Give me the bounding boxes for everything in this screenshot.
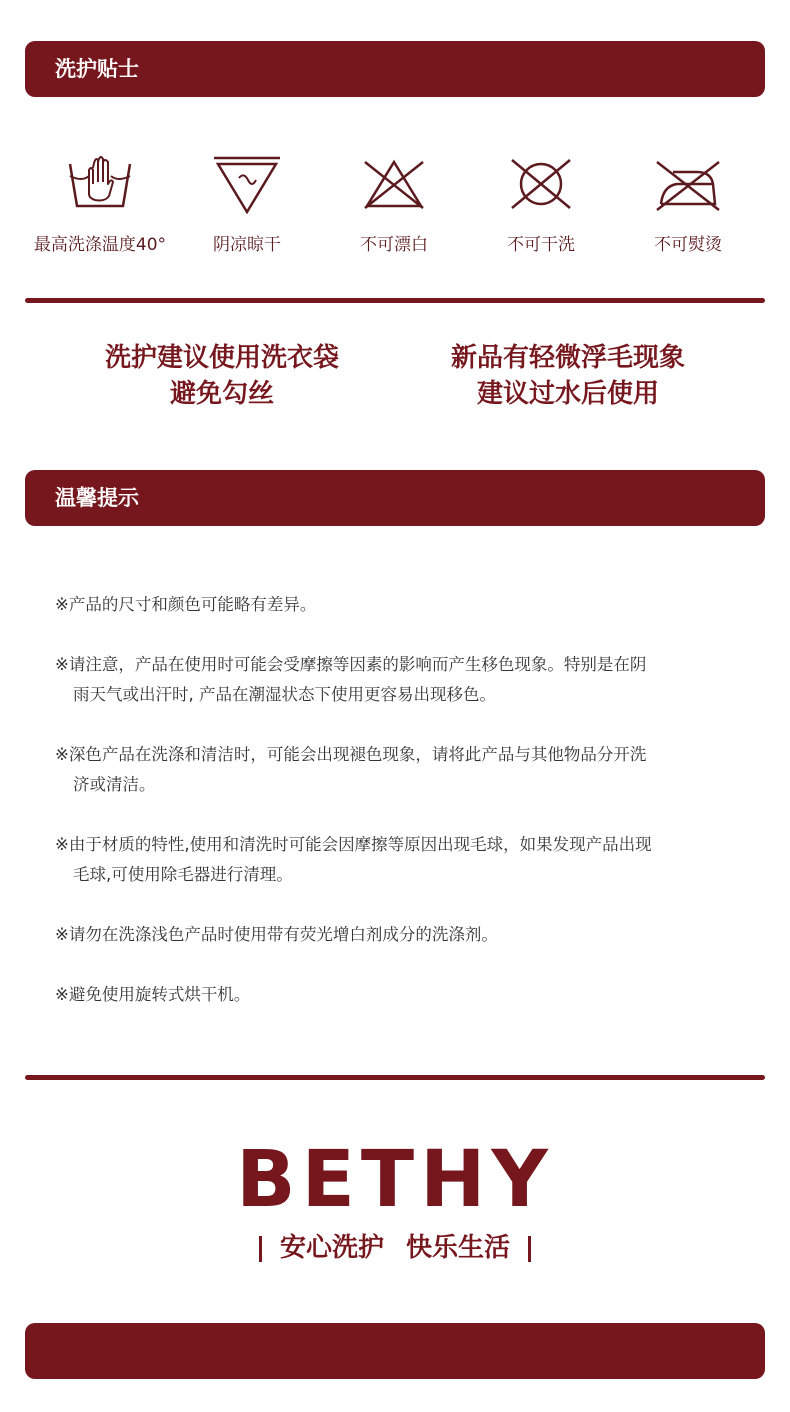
- tip-line: ※请勿在洗涤浅色产品时使用带有荧光增白剂成分的洗涤剂。: [55, 925, 498, 944]
- care-item-no-bleach: [319, 150, 469, 260]
- care-item-no-dry-clean: [466, 150, 616, 260]
- care-label: 不可熨烫: [654, 235, 722, 255]
- care-icon-row: [25, 150, 765, 260]
- no-bleach-icon: [359, 154, 429, 214]
- section-divider: [25, 298, 765, 303]
- slogan-divider: [528, 1236, 531, 1262]
- tip-line: ※深色产品在洗涤和清洁时，可能会出现褪色现象，请将此产品与其他物品分开洗: [55, 745, 647, 764]
- shade-dry-icon: [212, 154, 282, 214]
- care-tips-title: 洗护贴士: [55, 57, 139, 81]
- care-label: 不可干洗: [507, 235, 575, 255]
- tip-item: [55, 650, 745, 710]
- tip-line: ※由于材质的特性,使用和清洗时可能会因摩擦等原因出现毛球，如果发现产品出现: [55, 835, 652, 854]
- no-dry-clean-icon: [506, 154, 576, 214]
- care-item-shade-dry: [172, 150, 322, 260]
- advice-line: 洗护建议使用洗衣袋: [104, 343, 339, 373]
- advice-line: 避免勾丝: [169, 379, 274, 409]
- hand-wash-icon: [65, 154, 135, 214]
- tip-line: ※请注意，产品在使用时可能会受摩擦等因素的影响而产生移色现象。特别是在阴: [55, 655, 647, 674]
- no-iron-icon: [653, 154, 723, 214]
- care-label: 最高洗涤温度40°: [33, 235, 167, 255]
- tip-item: [55, 740, 745, 800]
- warm-tips-title: 温馨提示: [55, 486, 139, 510]
- tip-line-continued: 雨天气或出汗时, 产品在潮湿状态下使用更容易出现移色。: [73, 685, 496, 704]
- tip-line-continued: 毛球,可使用除毛器进行清理。: [73, 865, 293, 884]
- advice-wash-bag: [57, 340, 387, 412]
- advice-new-product: [403, 340, 733, 412]
- tip-item: [55, 920, 745, 950]
- care-tips-banner: [25, 41, 765, 97]
- warm-tips-banner: [25, 470, 765, 526]
- tip-line: ※避免使用旋转式烘干机。: [55, 985, 251, 1004]
- brand-logo: [225, 1140, 565, 1215]
- advice-line: 新品有轻微浮毛现象: [450, 343, 685, 373]
- brand-slogan: [225, 1228, 565, 1268]
- tip-item: [55, 590, 745, 620]
- brand-logo-text: BETHY: [236, 1140, 554, 1215]
- care-label: 阴凉晾干: [213, 235, 281, 255]
- advice-line: 建议过水后使用: [476, 379, 659, 409]
- care-item-no-iron: [613, 150, 763, 260]
- tip-item: [55, 830, 745, 890]
- slogan-part: 快乐生活: [406, 1233, 511, 1263]
- slogan-divider: [259, 1236, 262, 1262]
- care-label: 不可漂白: [360, 235, 428, 255]
- tip-line-continued: 济或清洁。: [73, 775, 156, 794]
- care-item-hand-wash: [25, 150, 175, 260]
- slogan-part: 安心洗护: [279, 1233, 384, 1263]
- footer-banner: [25, 1323, 765, 1379]
- tip-line: ※产品的尺寸和颜色可能略有差异。: [55, 595, 317, 614]
- section-divider: [25, 1075, 765, 1080]
- tip-item: [55, 980, 745, 1010]
